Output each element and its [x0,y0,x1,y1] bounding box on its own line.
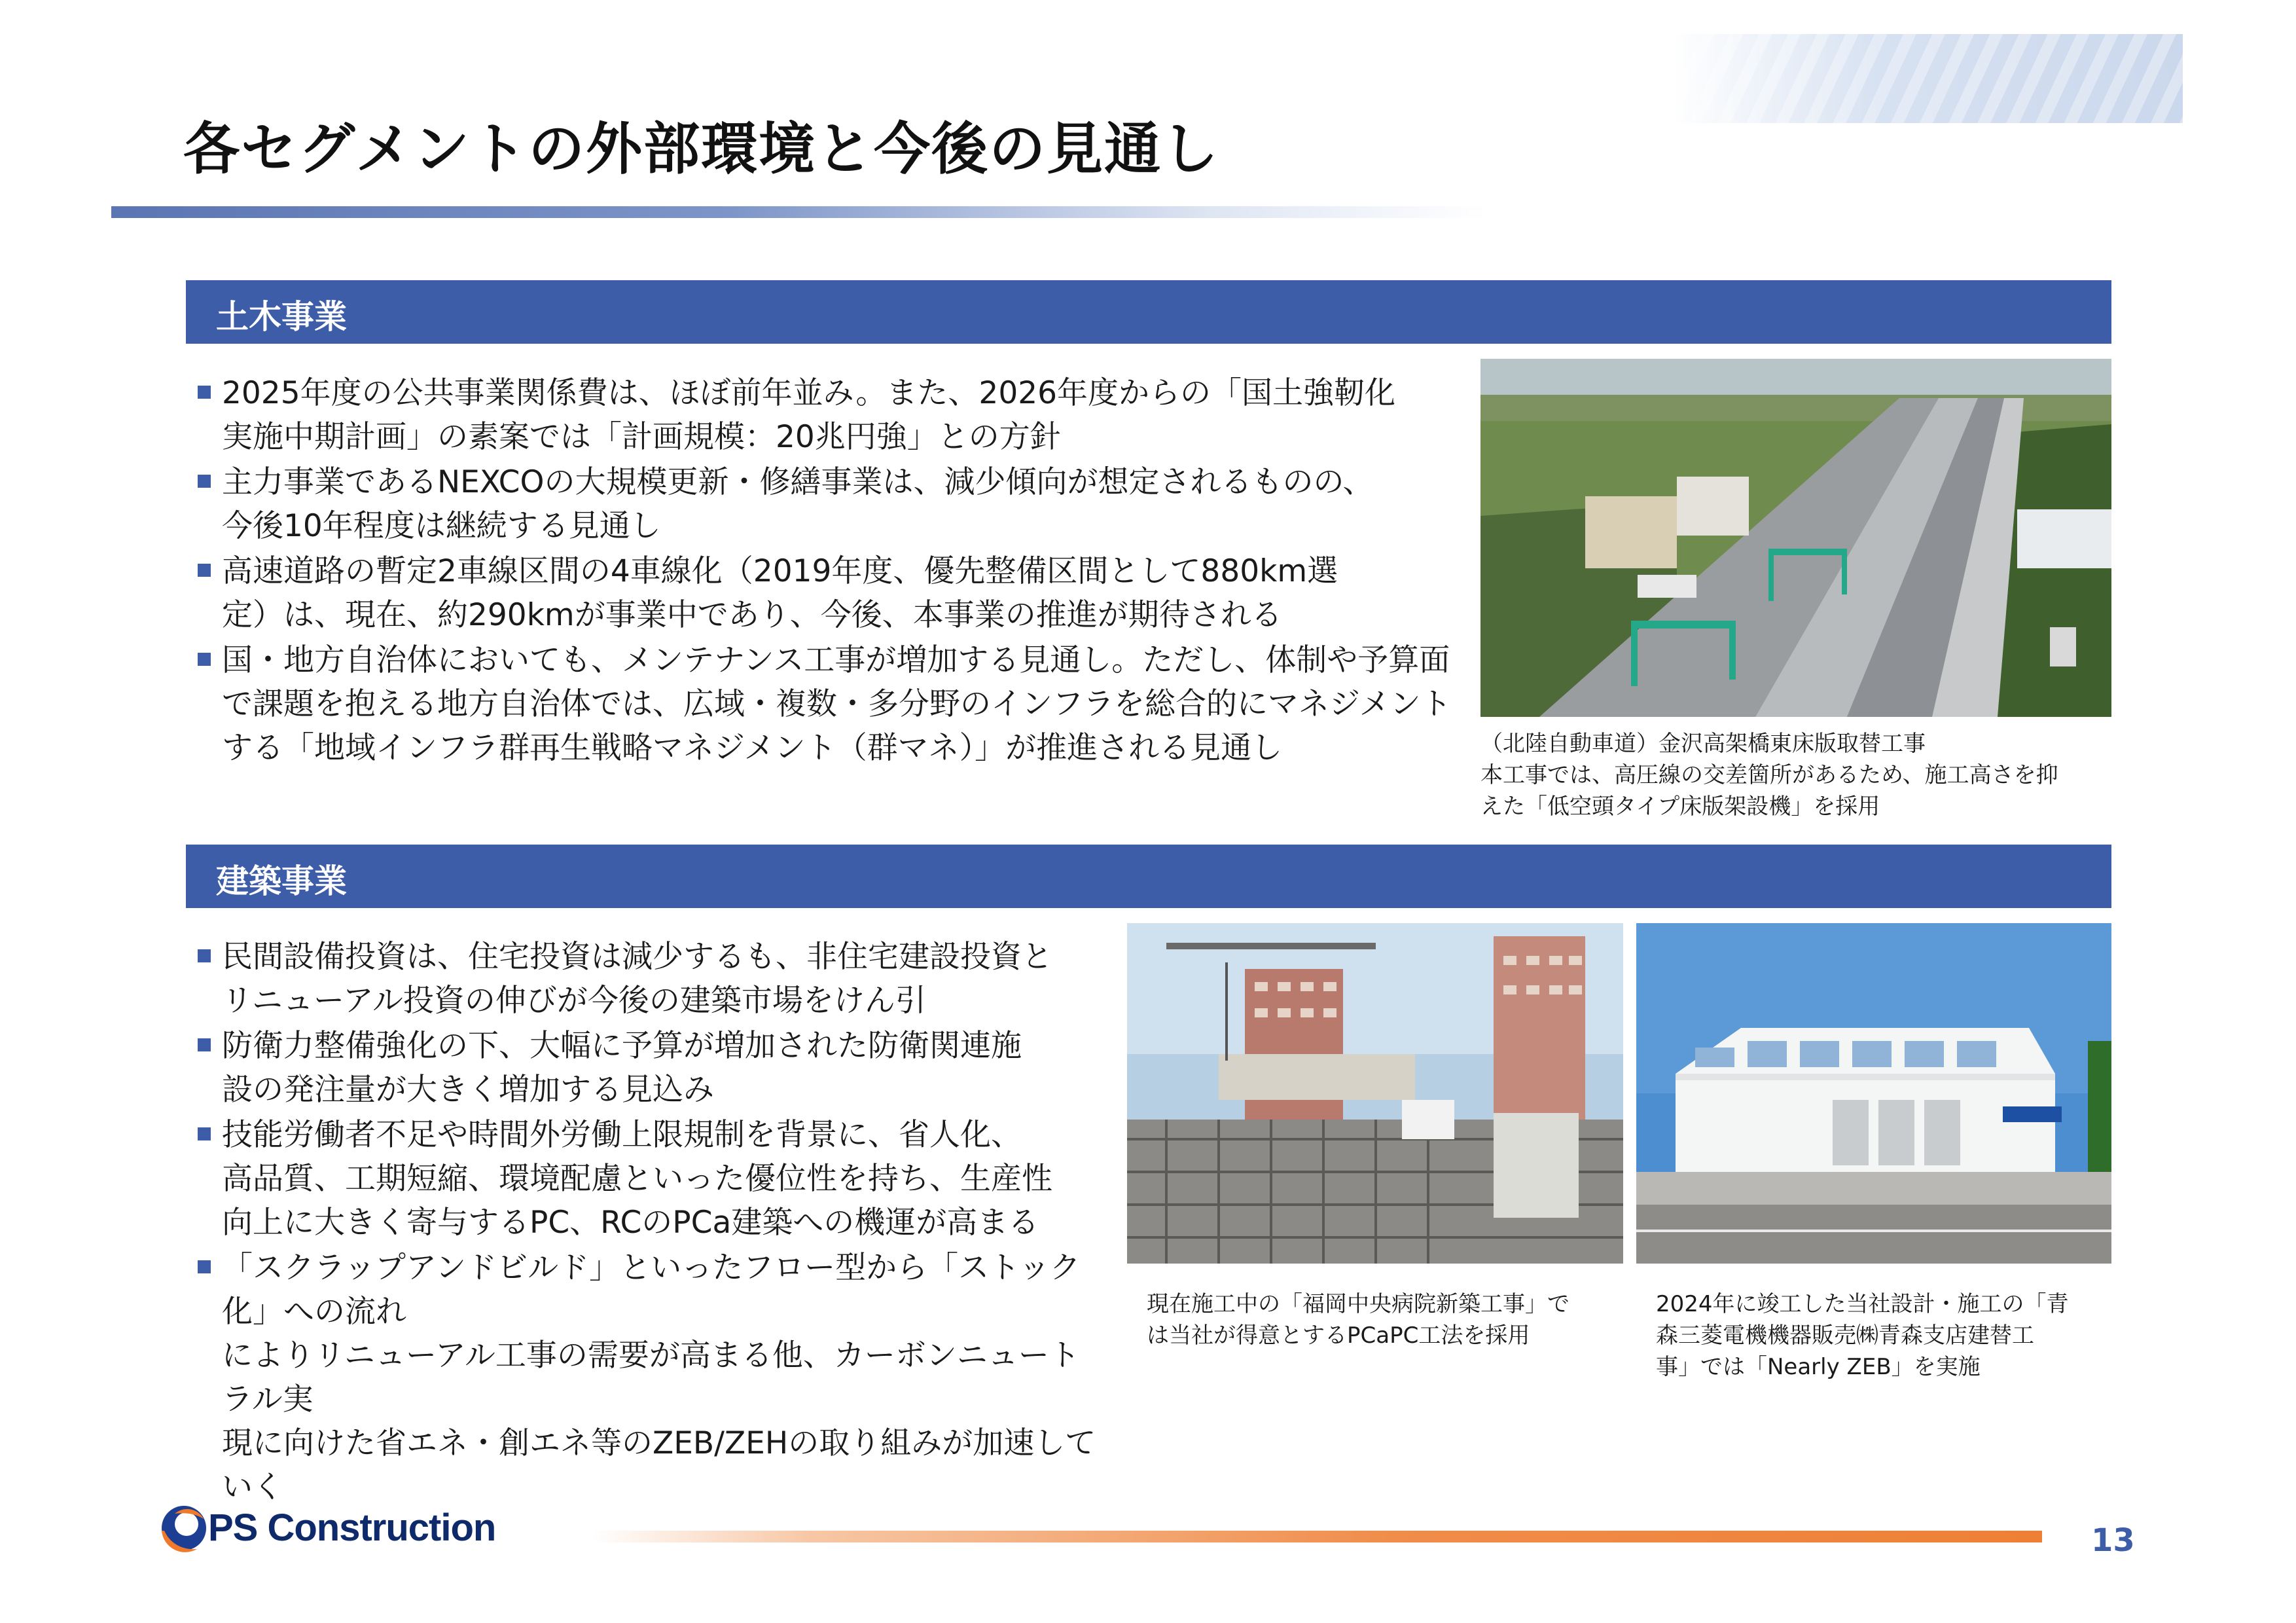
bullet-line: によりリニューアル工事の需要が高まる他、カーボンニュートラル実 [222,1338,1080,1417]
completed-building-photo-image [1636,923,2111,1264]
square-bullet-icon [198,949,211,962]
bullet-line: 2025年度の公共事業関係費は、ほぼ前年並み。また、2026年度からの「国土強靭化 [222,375,1396,411]
bullet-item [186,638,1469,770]
bullet-line: 実施中期計画」の素案では「計画規模：20兆円強」との方針 [222,419,1061,455]
caption-line: （北陸自動車道）金沢高架橋東床版取替工事 [1480,731,1926,757]
company-logo-text: PS Construction [208,1506,496,1549]
construction-photo-caption [1147,1288,1618,1351]
bullet-item [186,1024,1102,1112]
ps-construction-logo-icon [155,1499,209,1556]
square-bullet-icon [198,564,211,577]
bullet-line: 向上に大きく寄与するPC、RCのPCa建築への機運が高まる [222,1205,1039,1241]
square-bullet-icon [198,653,211,666]
bullet-item [186,371,1469,459]
bullet-line: 「スクラップアンドビルド」といったフロー型から「ストック化」への流れ [222,1250,1081,1330]
construction-photo-image [1127,923,1623,1264]
caption-line: 事」では「Nearly ZEB」を実施 [1656,1354,1981,1380]
bullet-line: いく [222,1469,283,1505]
square-bullet-icon [198,1260,211,1273]
bullet-line: 高速道路の暫定2車線区間の4車線化（2019年度、優先整備区間として880km選 [222,553,1338,589]
square-bullet-icon [198,386,211,399]
bullet-line: リニューアル投資の伸びが今後の建築市場をけん引 [222,983,926,1019]
bullet-item [186,549,1469,637]
bullet-line: 設の発注量が大きく増加する見込み [222,1072,714,1108]
bullet-line: 高品質、工期短縮、環境配慮といった優位性を持ち、生産性 [222,1161,1052,1197]
bullet-item [186,935,1102,1023]
bullet-line: 定）は、現在、約290kmが事業中であり、今後、本事業の推進が期待される [222,597,1282,633]
caption-line: は当社が得意とするPCaPC工法を採用 [1147,1322,1530,1349]
bullet-line: する「地域インフラ群再生戦略マネジメント（群マネ）」が推進される見通し [222,730,1283,766]
page-title: 各セグメントの外部環境と今後の見通し [183,117,1220,182]
building-photo-completed [1636,923,2111,1264]
bullet-line: 今後10年程度は継続する見通し [222,508,661,544]
viaduct-photo-image [1480,359,2111,717]
bullet-line: 防衛力整備強化の下、大幅に予算が増加された防衛関連施 [222,1028,1022,1064]
footer-rule [592,1531,2042,1542]
bullet-item [186,1113,1102,1245]
building-bullet-list [186,935,1102,1510]
caption-line: 森三菱電機機器販売㈱青森支店建替工 [1656,1322,2034,1349]
bullet-line: 現に向けた省エネ・創エネ等のZEB/ZEHの取り組みが加速して [222,1425,1096,1461]
bullet-line: 主力事業であるNEXCOの大規模更新・修繕事業は、減少傾向が想定されるものの、 [222,464,1374,500]
caption-line: 2024年に竣工した当社設計・施工の「青 [1656,1291,2069,1317]
building-photo-construction [1127,923,1623,1264]
civil-photo-viaduct [1480,359,2111,717]
caption-line: 現在施工中の「福岡中央病院新築工事」で [1147,1291,1570,1317]
page-number: 13 [2091,1522,2135,1559]
bullet-item [186,1246,1102,1509]
completed-building-caption [1656,1288,2114,1383]
header-decoration [1672,34,2183,123]
caption-line: えた「低空頭タイプ床版架設機」を採用 [1480,793,1880,820]
civil-photo-caption [1480,728,2111,822]
caption-line: 本工事では、高圧線の交差箇所があるため、施工高さを抑 [1480,762,2058,788]
section-heading-building: 建築事業 [216,862,347,900]
square-bullet-icon [198,475,211,488]
section-heading-civil: 土木事業 [216,298,347,336]
bullet-line: 技能労働者不足や時間外労働上限規制を背景に、省人化、 [222,1117,1022,1153]
title-underline [111,206,1486,218]
bullet-line: 国・地方自治体においても、メンテナンス工事が増加する見通し。ただし、体制や予算面 [222,642,1450,678]
bullet-line: で課題を抱える地方自治体では、広域・複数・多分野のインフラを総合的にマネジメント [222,686,1452,722]
bullet-line: 民間設備投資は、住宅投資は減少するも、非住宅建設投資と [222,939,1052,975]
square-bullet-icon [198,1127,211,1140]
civil-bullet-list [186,371,1469,771]
square-bullet-icon [198,1038,211,1051]
section-header-civil [186,280,2111,344]
bullet-item [186,460,1469,548]
section-header-building [186,845,2111,908]
